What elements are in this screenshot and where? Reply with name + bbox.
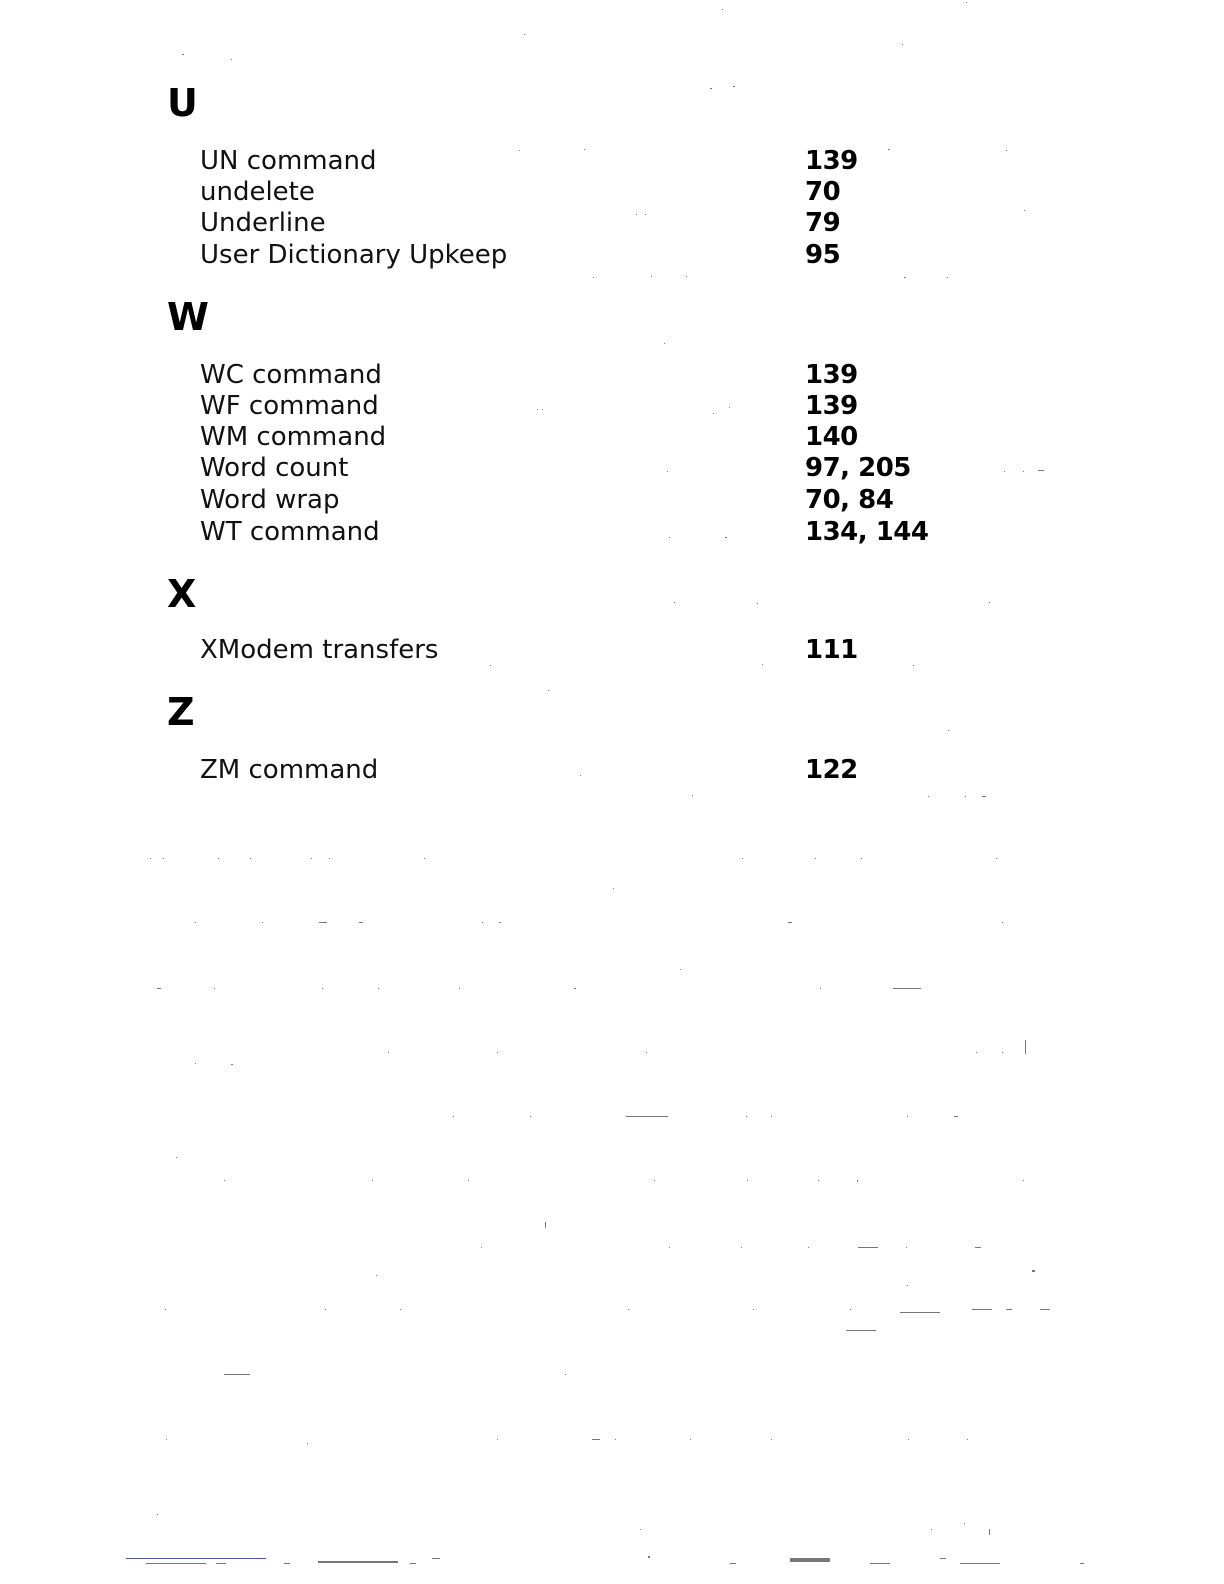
section-letter-z: Z: [167, 690, 195, 734]
index-page-numbers: 139: [805, 360, 858, 390]
index-term: Word count: [200, 453, 349, 483]
index-term: User Dictionary Upkeep: [200, 240, 508, 270]
index-entry: [0, 145, 1224, 177]
index-entry: [0, 359, 1224, 391]
index-entry: [0, 421, 1224, 453]
index-page-numbers: 95: [805, 240, 841, 270]
index-entry: [0, 452, 1224, 484]
index-term: Word wrap: [200, 485, 340, 515]
index-term: WC command: [200, 360, 382, 390]
index-page-numbers: 140: [805, 422, 858, 452]
index-page-numbers: 70: [805, 177, 841, 207]
index-term: WT command: [200, 517, 380, 547]
index-entry: [0, 516, 1224, 548]
index-entry: [0, 176, 1224, 208]
index-term: undelete: [200, 177, 315, 207]
index-page-numbers: 139: [805, 146, 858, 176]
section-letter-w: W: [167, 295, 209, 339]
index-term: XModem transfers: [200, 635, 439, 665]
index-page-numbers: 122: [805, 755, 858, 785]
index-page-numbers: 139: [805, 391, 858, 421]
index-page-numbers: 97, 205: [805, 453, 911, 483]
index-entry: [0, 634, 1224, 666]
index-term: UN command: [200, 146, 377, 176]
section-letter-u: U: [167, 81, 198, 125]
index-term: Underline: [200, 208, 326, 238]
index-entry: [0, 390, 1224, 422]
index-page-numbers: 70, 84: [805, 485, 894, 515]
index-entry: [0, 484, 1224, 516]
index-page-numbers: 111: [805, 635, 858, 665]
index-entry: [0, 754, 1224, 786]
index-page-numbers: 134, 144: [805, 517, 929, 547]
index-entry: [0, 239, 1224, 271]
footer-rule: [126, 1558, 266, 1559]
section-letter-x: X: [167, 572, 197, 616]
index-term: WM command: [200, 422, 387, 452]
index-page-numbers: 79: [805, 208, 841, 238]
index-term: WF command: [200, 391, 379, 421]
index-term: ZM command: [200, 755, 379, 785]
index-entry: [0, 207, 1224, 239]
